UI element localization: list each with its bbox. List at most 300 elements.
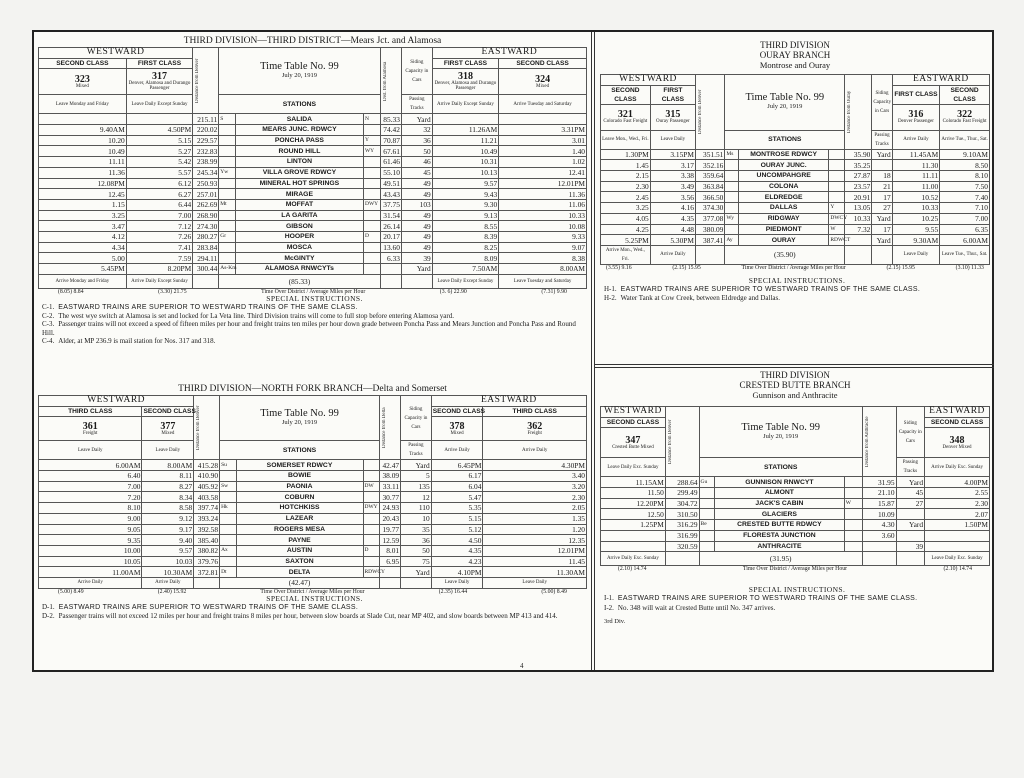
- eastward-time: 12.35: [483, 535, 587, 546]
- eastward-time: 8.39: [432, 231, 498, 242]
- run-time: (2.10) 14.74: [943, 566, 972, 573]
- dist-denver: 280.27: [193, 231, 219, 242]
- dist-denver: 262.69: [193, 199, 219, 210]
- train-kind: Denver Mixed: [942, 444, 972, 450]
- eastward-time: 11.45: [483, 556, 587, 567]
- total-distance: (85.33): [219, 274, 380, 288]
- siding-capacity: [896, 530, 925, 541]
- timetable-heading: [699, 407, 862, 458]
- dist-end: 61.46: [380, 157, 401, 168]
- schedule-note: Leave Tue., Thur., Sat.: [940, 245, 990, 264]
- siding-header: Siding Capacity in Cars: [401, 48, 432, 95]
- dist-denver: 316.29: [665, 520, 699, 531]
- station-flags: WY: [363, 146, 380, 157]
- train-number: 378: [449, 420, 465, 432]
- table-row: [601, 203, 990, 214]
- station-code: Mt: [219, 199, 236, 210]
- westward-time: 1.15: [39, 199, 127, 210]
- eastward-time: 7.40: [940, 192, 990, 203]
- station-flags: RDWCT: [829, 235, 845, 246]
- station-code: [699, 509, 715, 520]
- dist-end: 74.42: [380, 125, 401, 136]
- table-row: [601, 235, 990, 246]
- westward-time: 6.00AM: [39, 460, 142, 471]
- siding-header: Siding Capacity in Cars: [401, 396, 432, 441]
- siding-capacity: 36: [401, 535, 432, 546]
- dist-denver: 366.50: [695, 192, 724, 203]
- train-number: 348: [949, 434, 965, 446]
- eastward-time: 8.25: [432, 242, 498, 253]
- run-time: (2.35) 16.44: [438, 588, 468, 595]
- station-flags: DWCY: [829, 213, 845, 224]
- eastward-time: 4.23: [431, 556, 483, 567]
- eastward-time: 12.01PM: [483, 545, 587, 556]
- table-row: [601, 488, 990, 499]
- station-name: FLORESTA JUNCTION: [715, 530, 845, 541]
- station-name: MOSCA: [235, 242, 363, 253]
- dist-end: 10.33: [845, 213, 872, 224]
- train-kind: Colorado Fast Freight: [942, 118, 987, 124]
- dist-denver-header: Distance from Denver: [196, 405, 202, 450]
- westward-time: 5.30PM: [650, 235, 695, 246]
- station-name: PIEDMONT: [738, 224, 828, 235]
- westward-time: 9.35: [39, 535, 142, 546]
- westward-time: 8.34: [142, 492, 194, 503]
- westward-time: 4.16: [650, 203, 695, 214]
- westward-time: 10.30AM: [142, 567, 194, 578]
- instruction-code: H-2.: [604, 294, 617, 303]
- station-code: [725, 171, 739, 182]
- train-kind: Denver, Alamosa and Durango Passenger: [434, 80, 497, 92]
- passing-header: Passing Tracks: [872, 130, 892, 149]
- train-number: 317: [151, 70, 167, 82]
- run-time: (8.05) 8.84: [58, 288, 84, 295]
- north-fork-table: [38, 395, 587, 589]
- dist-end: 20.43: [379, 513, 400, 524]
- westward-heading: WESTWARD: [601, 75, 696, 86]
- eastward-heading: EASTWARD: [892, 75, 989, 86]
- special-instructions: [600, 277, 990, 303]
- station-name: DELTA: [236, 567, 363, 578]
- station-name: GUNNISON RNWCYT: [715, 477, 845, 488]
- total-distance: (42.47): [220, 577, 380, 588]
- instruction-code: C-2.: [42, 312, 55, 321]
- station-flags: DWY: [363, 503, 379, 514]
- station-code: [219, 189, 236, 200]
- westward-time: 12.45: [39, 189, 127, 200]
- train-kind: Colorado Fast Freight: [603, 118, 648, 124]
- table-row: [601, 509, 990, 520]
- schedule-note: Leave Daily Exc. Sunday: [601, 458, 666, 477]
- train-kind: Freight: [527, 430, 542, 436]
- eastward-time: 6.45PM: [431, 460, 483, 471]
- westward-time: [126, 114, 192, 125]
- dist-denver: 257.01: [193, 189, 219, 200]
- train-cell: [601, 104, 651, 130]
- westward-time: [39, 114, 127, 125]
- dist-end: 20.91: [845, 192, 872, 203]
- instruction-text: EASTWARD TRAINS ARE SUPERIOR TO WESTWARD TRAINS OF THE SAME CLASS.: [620, 286, 921, 294]
- timetable-date: July 20, 1919: [281, 72, 318, 80]
- station-code: [220, 535, 236, 546]
- timetable-number: Time Table No. 99: [741, 422, 820, 434]
- siding-capacity: 39: [401, 253, 432, 264]
- instruction-code: I-1.: [604, 594, 614, 603]
- dist-alamosa-header: Dist. from Alamosa: [382, 61, 388, 101]
- instruction-item: [42, 612, 587, 620]
- westward-time: 8.11: [142, 471, 194, 482]
- eastward-time: 8.10: [940, 171, 990, 182]
- run-time: (3.10) 11.33: [955, 264, 984, 271]
- station-flags: DWY: [363, 199, 380, 210]
- station-code: Gr: [219, 231, 236, 242]
- table-row: [39, 264, 587, 275]
- station-flags: [363, 189, 380, 200]
- class-header: SECOND CLASS: [39, 58, 127, 69]
- westward-time: 5.42: [126, 157, 192, 168]
- eastward-time: 11.45AM: [892, 149, 939, 160]
- siding-capacity: 27: [872, 203, 892, 214]
- instruction-text: The west wye switch at Alamosa is set and locked for La Veta line. Third Division trains will come to full stop before entering Alamosa yard.: [58, 312, 454, 321]
- eastward-heading: EASTWARD: [432, 48, 586, 59]
- westward-time: 7.12: [126, 221, 192, 232]
- dist-end: [862, 541, 896, 552]
- timetable-date: July 20, 1919: [281, 419, 318, 427]
- eastward-time: 1.40: [499, 146, 587, 157]
- dist-end: 35.90: [845, 149, 872, 160]
- westward-time: 11.50: [601, 488, 666, 499]
- instruction-text: EASTWARD TRAINS ARE SUPERIOR TO WESTWARD TRAINS OF THE SAME CLASS.: [58, 604, 359, 612]
- train-kind: Mixed: [161, 430, 175, 436]
- westward-time: 6.40: [39, 471, 142, 482]
- siding-capacity: Yard: [872, 149, 892, 160]
- station-flags: [829, 192, 845, 203]
- station-flags: [363, 125, 380, 136]
- dist-end: 10.09: [862, 509, 896, 520]
- instruction-item: [604, 294, 990, 302]
- train-cell: [650, 104, 695, 130]
- schedule-note: Arrive Daily: [650, 245, 695, 264]
- eastward-time: 8.55: [432, 221, 498, 232]
- dist-end: 7.32: [845, 224, 872, 235]
- eastward-time: [499, 114, 587, 125]
- westward-time: 11.00AM: [39, 567, 142, 578]
- eastward-time: 10.25: [892, 213, 939, 224]
- special-instructions: [38, 595, 587, 621]
- station-name: LAZEAR: [236, 513, 363, 524]
- station-code: Ay: [725, 235, 739, 246]
- eastward-time: 4.35: [431, 545, 483, 556]
- table-row: [601, 192, 990, 203]
- eastward-time: 3.31PM: [499, 125, 587, 136]
- dist-denver: 392.58: [194, 524, 220, 535]
- station-flags: Y: [363, 135, 380, 146]
- time-over-district-label: Time Over District / Average Miles per Hour: [742, 566, 848, 573]
- class-header: SECOND CLASS: [499, 58, 587, 69]
- siding-capacity: 35: [401, 524, 432, 535]
- eastward-time: 8.50: [940, 160, 990, 171]
- train-number: 323: [74, 73, 90, 85]
- train-cell: [925, 428, 990, 458]
- station-flags: Y: [829, 203, 845, 214]
- train-kind: Mixed: [75, 83, 89, 89]
- dist-denver: 352.16: [695, 160, 724, 171]
- station-name: CRESTED BUTTE RDWCY: [715, 520, 845, 531]
- station-name: ROGERS MESA: [236, 524, 363, 535]
- table-row: [601, 149, 990, 160]
- station-code: [219, 221, 236, 232]
- siding-capacity: 17: [872, 224, 892, 235]
- table-row: [39, 146, 587, 157]
- dist-end: 6.95: [379, 556, 400, 567]
- table-row: [39, 535, 587, 546]
- eastward-time: 9.33: [499, 231, 587, 242]
- train-cell: [39, 417, 142, 441]
- schedule-note: Leave Daily: [39, 441, 142, 460]
- westward-time: 4.05: [601, 213, 651, 224]
- westward-time: 5.15: [126, 135, 192, 146]
- dist-end: 38.09: [379, 471, 400, 482]
- eastward-time: 3.01: [499, 135, 587, 146]
- dist-denver: 299.49: [665, 488, 699, 499]
- instruction-text: No. 348 will wait at Crested Butte until No. 347 arrives.: [617, 603, 776, 612]
- westward-time: 8.58: [142, 503, 194, 514]
- dist-end: 15.87: [862, 498, 896, 509]
- schedule-note: Leave Daily Except Sunday: [432, 274, 498, 288]
- westward-heading: WESTWARD: [39, 48, 193, 59]
- eastward-time: 11.21: [432, 135, 498, 146]
- eastward-time: 4.00PM: [925, 477, 990, 488]
- run-time: (3.30) 21.75: [158, 288, 187, 295]
- westward-time: 3.25: [601, 203, 651, 214]
- dist-end: 8.01: [379, 545, 400, 556]
- horizontal-divider: [595, 364, 994, 368]
- eastward-time: [925, 530, 990, 541]
- table-row: [39, 481, 587, 492]
- station-flags: [844, 541, 862, 552]
- instruction-item: [604, 594, 990, 603]
- instruction-item: [604, 604, 990, 612]
- siding-capacity: 46: [401, 157, 432, 168]
- dist-end: 70.87: [380, 135, 401, 146]
- table-row: [39, 567, 587, 578]
- siding-capacity: 39: [896, 541, 925, 552]
- dist-end: 31.54: [380, 210, 401, 221]
- station-code: Su: [220, 460, 236, 471]
- eastward-time: 2.30: [483, 492, 587, 503]
- schedule-note: Arrive Daily: [892, 130, 939, 149]
- dist-denver: 238.99: [193, 157, 219, 168]
- station-name: RIDGWAY: [738, 213, 828, 224]
- siding-capacity: Yard: [872, 235, 892, 246]
- train-number: 315: [665, 108, 681, 120]
- siding-capacity: 49: [401, 210, 432, 221]
- westward-time: 9.17: [142, 524, 194, 535]
- station-name: LINTON: [235, 157, 363, 168]
- eastward-time: [432, 114, 498, 125]
- instruction-item: [604, 285, 990, 294]
- station-flags: W: [844, 498, 862, 509]
- westward-time: 5.57: [126, 167, 192, 178]
- table-row: [601, 224, 990, 235]
- eastward-time: 12.01PM: [499, 178, 587, 189]
- siding-capacity: 49: [401, 178, 432, 189]
- eastward-time: 9.07: [499, 242, 587, 253]
- station-name: MOFFAT: [235, 199, 363, 210]
- eastward-time: 5.47: [431, 492, 483, 503]
- siding-capacity: Yard: [896, 477, 925, 488]
- station-flags: [363, 167, 380, 178]
- passing-header: Passing Tracks: [401, 95, 432, 114]
- table-row: [601, 213, 990, 224]
- station-code: [220, 524, 236, 535]
- dist-end: [380, 264, 401, 275]
- time-over-district: [600, 566, 990, 572]
- station-code: [725, 160, 739, 171]
- dist-denver: 300.44: [193, 264, 219, 275]
- siding-capacity: 45: [401, 167, 432, 178]
- westward-time: 3.38: [650, 171, 695, 182]
- table-row: [601, 498, 990, 509]
- schedule-note: Leave Daily Except Sunday: [126, 95, 192, 114]
- siding-capacity: [872, 160, 892, 171]
- table-row: [39, 114, 587, 125]
- timetable-date: July 20, 1919: [767, 103, 803, 111]
- run-time: (2.10) 14.74: [618, 566, 647, 573]
- station-name: COLONA: [738, 181, 828, 192]
- timetable-number: Time Table No. 99: [260, 61, 339, 73]
- westward-time: 4.25: [601, 224, 651, 235]
- eastward-time: 7.50: [940, 181, 990, 192]
- class-header: FIRST CLASS: [892, 85, 939, 104]
- train-number: 362: [527, 420, 543, 432]
- station-name: McGINTY: [235, 253, 363, 264]
- schedule-note: Leave Daily Exc. Sunday: [925, 552, 990, 566]
- passing-header: Passing Tracks: [896, 458, 925, 477]
- class-header: SECOND CLASS: [925, 417, 990, 428]
- stations-header: STATIONS: [220, 441, 380, 460]
- station-flags: [363, 535, 379, 546]
- station-name: SALIDA: [235, 114, 363, 125]
- westward-time: 1.25PM: [601, 520, 666, 531]
- eastward-time: 6.00AM: [940, 235, 990, 246]
- eastward-heading: EASTWARD: [431, 396, 586, 407]
- run-time: (3.55) 9.16: [606, 264, 632, 271]
- train-cell: [142, 417, 194, 441]
- table-row: [39, 178, 587, 189]
- table-title: THIRD DIVISION: [760, 370, 830, 380]
- westward-time: 9.05: [39, 524, 142, 535]
- westward-time: 8.10: [39, 503, 142, 514]
- table-row: [39, 524, 587, 535]
- instruction-item: [42, 603, 587, 612]
- table-row: [39, 545, 587, 556]
- table-row: [39, 189, 587, 200]
- eastward-time: 4.30PM: [483, 460, 587, 471]
- dist-end: 26.14: [380, 221, 401, 232]
- westward-time: 6.27: [126, 189, 192, 200]
- station-name: SOMERSET RDWCY: [236, 460, 363, 471]
- station-name: DALLAS: [738, 203, 828, 214]
- eastward-time: 11.30AM: [483, 567, 587, 578]
- station-name: PAONIA: [236, 481, 363, 492]
- table-row: [601, 181, 990, 192]
- dist-denver-header: Distance from Denver: [667, 419, 673, 464]
- station-flags: W: [829, 224, 845, 235]
- westward-time: 2.15: [601, 171, 651, 182]
- siding-capacity: 32: [401, 125, 432, 136]
- eastward-time: 5.12: [431, 524, 483, 535]
- dist-denver: 385.40: [194, 535, 220, 546]
- third-district-table: [38, 47, 587, 289]
- timetable-heading: [220, 396, 380, 441]
- station-name: ANTHRACITE: [715, 541, 845, 552]
- dist-denver-header: Distance from Denver: [697, 89, 703, 135]
- station-name: BOWIE: [236, 471, 363, 482]
- instruction-code: H-1.: [604, 285, 617, 294]
- train-number: 361: [82, 420, 98, 432]
- siding-capacity: Yard: [872, 213, 892, 224]
- dist-denver: 304.72: [665, 498, 699, 509]
- schedule-note: Arrive Daily Except Sunday: [126, 274, 192, 288]
- run-time: (5.00) 8.49: [541, 588, 567, 595]
- westward-heading: WESTWARD: [39, 396, 194, 407]
- train-cell: [431, 417, 483, 441]
- eastward-time: 8.00AM: [499, 264, 587, 275]
- eastward-time: 10.13: [432, 167, 498, 178]
- train-cell: [483, 417, 587, 441]
- dist-denver: 294.11: [193, 253, 219, 264]
- eastward-time: 6.04: [431, 481, 483, 492]
- schedule-note: Arrive Tue., Thur., Sat.: [940, 130, 990, 149]
- dist-end: 85.33: [380, 114, 401, 125]
- station-name: COBURN: [236, 492, 363, 503]
- special-instructions-heading: SPECIAL INSTRUCTIONS.: [748, 585, 846, 595]
- timetable-number: Time Table No. 99: [260, 408, 339, 420]
- westward-time: 7.26: [126, 231, 192, 242]
- schedule-note: Arrive Daily Exc. Sunday: [601, 552, 666, 566]
- station-name: ELDREDGE: [738, 192, 828, 203]
- westward-time: 7.20: [39, 492, 142, 503]
- eastward-time: 10.31: [432, 157, 498, 168]
- station-name: HOOPER: [235, 231, 363, 242]
- train-cell: [432, 69, 498, 95]
- westward-time: 3.56: [650, 192, 695, 203]
- train-cell: [126, 69, 192, 95]
- dist-end: 6.33: [380, 253, 401, 264]
- station-code: [220, 556, 236, 567]
- dist-end: 3.60: [862, 530, 896, 541]
- table-row: [39, 221, 587, 232]
- station-code: [220, 492, 236, 503]
- eastward-time: 4.10PM: [431, 567, 483, 578]
- eastward-time: 11.30: [892, 160, 939, 171]
- table-row: [39, 513, 587, 524]
- station-flags: [829, 149, 845, 160]
- westward-time: 6.44: [126, 199, 192, 210]
- eastward-time: 11.06: [499, 199, 587, 210]
- station-flags: RDWCY: [363, 567, 379, 578]
- station-code: Sw: [220, 481, 236, 492]
- class-header: FIRST CLASS: [432, 58, 498, 69]
- train-kind: Mixed: [450, 430, 464, 436]
- westward-time: 5.45PM: [39, 264, 127, 275]
- eastward-time: 3.40: [483, 471, 587, 482]
- instruction-code: D-2.: [42, 612, 55, 621]
- instruction-text: EASTWARD TRAINS ARE SUPERIOR TO WESTWARD TRAINS OF THE SAME CLASS.: [58, 303, 358, 311]
- table-subtitle: OURAY BRANCH: [759, 50, 831, 60]
- eastward-time: 6.35: [940, 224, 990, 235]
